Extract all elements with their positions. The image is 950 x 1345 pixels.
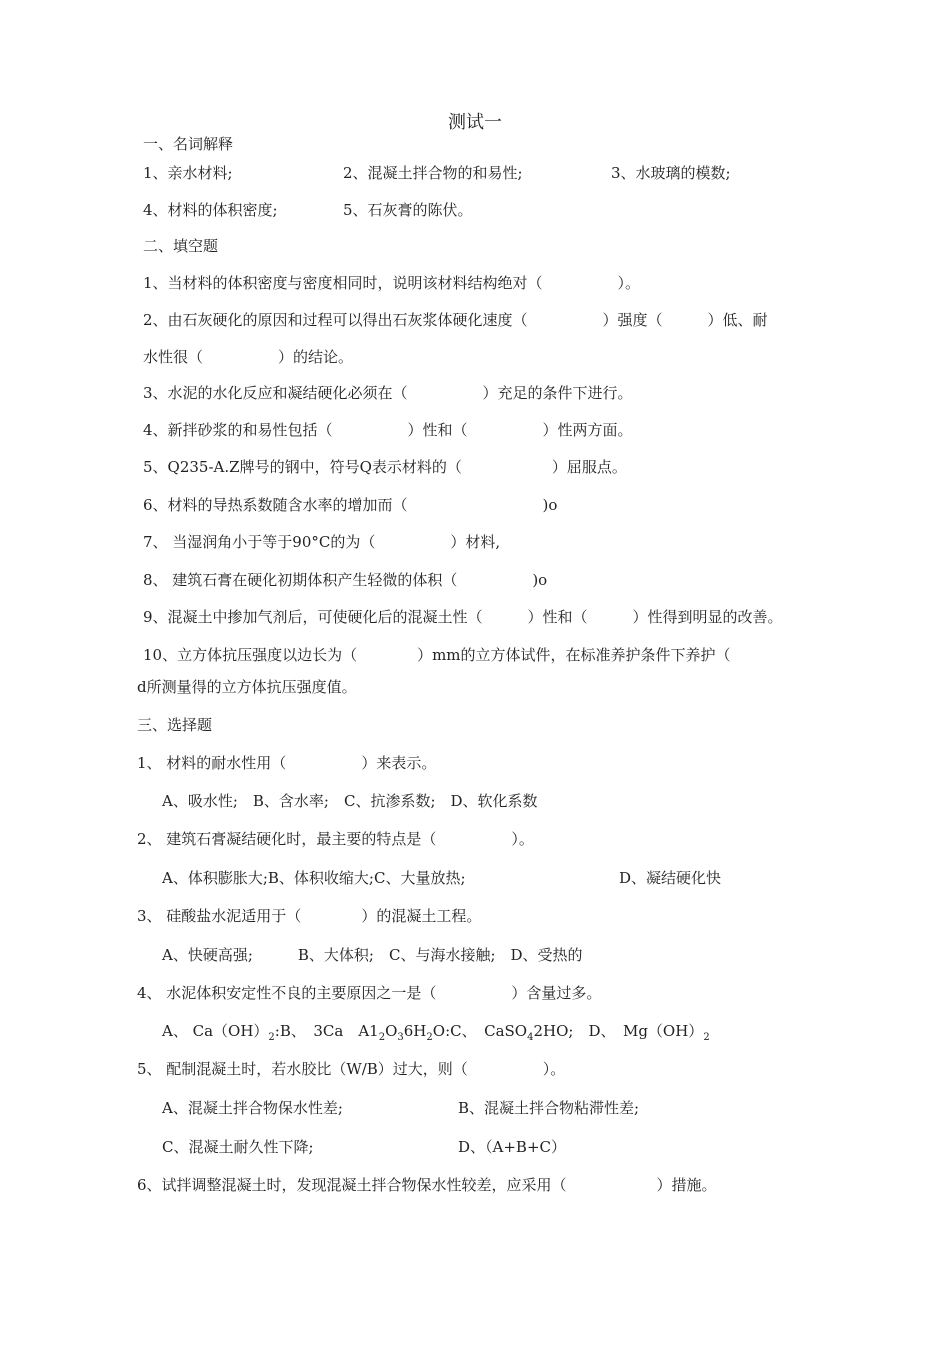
choice-question: 2、 建筑石膏凝结硬化时，最主要的特点是（ ）。 bbox=[137, 830, 534, 848]
term-item: 3、水玻璃的模数; bbox=[611, 164, 731, 182]
subscript: 3 bbox=[397, 1032, 404, 1043]
option-text: 2HO; D、 Mg（OH） bbox=[533, 1022, 704, 1040]
term-item: 1、亲水材料; bbox=[143, 164, 233, 182]
section-heading-3: 三、选择题 bbox=[137, 716, 213, 734]
subscript: 2 bbox=[703, 1032, 710, 1043]
choice-options: A、体积膨胀大;B、体积收缩大;C、大量放热; bbox=[162, 869, 466, 887]
term-item: 5、石灰膏的陈伏。 bbox=[343, 201, 473, 219]
fill-blank-line: 9、混凝土中掺加气剂后，可使硬化后的混凝土性（ ）性和（ ）性得到明显的改善。 bbox=[143, 608, 783, 626]
option-text: 6H bbox=[403, 1022, 427, 1040]
section-heading-2: 二、填空题 bbox=[143, 237, 219, 255]
term-item: 4、材料的体积密度; bbox=[143, 201, 278, 219]
subscript: 4 bbox=[527, 1032, 534, 1043]
choice-question: 4、 水泥体积安定性不良的主要原因之一是（ ）含量过多。 bbox=[137, 984, 602, 1002]
fill-blank-line: 8、 建筑石膏在硬化初期体积产生轻微的体积（ )o bbox=[143, 571, 548, 589]
option-text: A、 Ca（OH） bbox=[162, 1022, 269, 1040]
choice-options: A、快硬高强; B、大体积; C、与海水接触; D、受热的 bbox=[162, 946, 583, 964]
choice-options: D、凝结硬化快 bbox=[619, 869, 722, 887]
page-title: 测试一 bbox=[448, 112, 502, 133]
fill-blank-line: 3、水泥的水化反应和凝结硬化必须在（ ）充足的条件下进行。 bbox=[143, 384, 633, 402]
fill-blank-line: 4、新拌砂浆的和易性包括（ ）性和（ ）性两方面。 bbox=[143, 421, 633, 439]
option-text: O bbox=[385, 1022, 398, 1040]
choice-options: C、混凝土耐久性下降; bbox=[162, 1138, 314, 1156]
fill-blank-line: 1、当材料的体积密度与密度相同时，说明该材料结构绝对（ ）。 bbox=[143, 274, 641, 292]
subscript: 2 bbox=[378, 1032, 386, 1043]
choice-options: D、（A+B+C） bbox=[458, 1138, 566, 1156]
choice-question: 5、 配制混凝土时，若水胶比（W/B）过大，则（ ）。 bbox=[137, 1060, 566, 1078]
choice-question: 1、 材料的耐水性用（ ）来表示。 bbox=[137, 754, 437, 772]
choice-options: A、混凝土拌合物保水性差; bbox=[162, 1099, 343, 1117]
fill-blank-line: 水性很（ ）的结论。 bbox=[143, 348, 354, 366]
fill-blank-line: 7、 当湿润角小于等于90°C的为（ ）材料, bbox=[143, 533, 501, 551]
section-heading-1: 一、名词解释 bbox=[143, 135, 234, 153]
option-text: O:C、 CaSO bbox=[432, 1022, 528, 1040]
fill-blank-line: 10、立方体抗压强度以边长为（ ）mm的立方体试件，在标准养护条件下养护（ bbox=[143, 646, 731, 664]
choice-question: 6、试拌调整混凝土时，发现混凝土拌合物保水性较差，应采用（ ）措施。 bbox=[137, 1176, 717, 1194]
fill-blank-line: 2、由石灰硬化的原因和过程可以得出石灰浆体硬化速度（ ）强度（ ）低、耐 bbox=[143, 311, 768, 329]
fill-blank-line: d所测量得的立方体抗压强度值。 bbox=[137, 678, 357, 696]
term-item: 2、混凝土拌合物的和易性; bbox=[343, 164, 523, 182]
choice-options: A、吸水性; B、含水率; C、抗渗系数; D、软化系数 bbox=[162, 792, 538, 810]
choice-options-chemical bbox=[162, 1021, 710, 1048]
option-text: :B、 3Ca A1 bbox=[274, 1022, 379, 1040]
subscript: 2 bbox=[426, 1032, 433, 1043]
fill-blank-line: 6、材料的导热系数随含水率的增加而（ )o bbox=[143, 496, 558, 514]
choice-question: 3、 硅酸盐水泥适用于（ ）的混凝土工程。 bbox=[137, 907, 482, 925]
fill-blank-line: 5、Q235-A.Z牌号的钢中，符号Q表示材料的（ ）屈服点。 bbox=[143, 458, 627, 476]
subscript: 2 bbox=[268, 1032, 275, 1043]
choice-options: B、混凝土拌合物粘滞性差; bbox=[458, 1099, 640, 1117]
